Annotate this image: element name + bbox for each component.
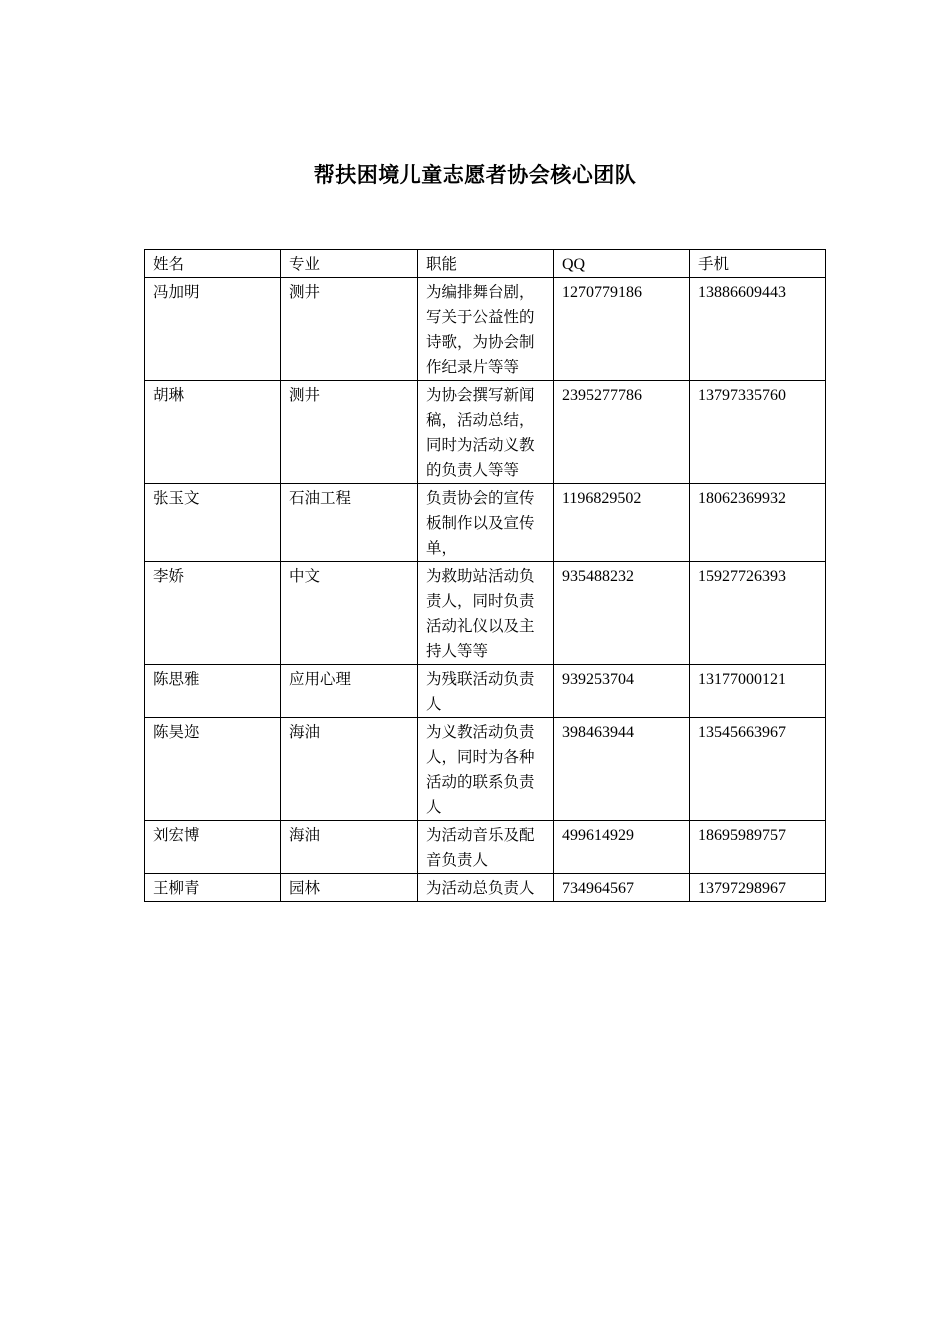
cell-major: 中文 (281, 562, 418, 665)
cell-qq: 2395277786 (554, 381, 690, 484)
cell-major: 园林 (281, 874, 418, 902)
page-title: 帮扶困境儿童志愿者协会核心团队 (313, 163, 637, 187)
cell-name: 李娇 (145, 562, 281, 665)
cell-name: 冯加明 (145, 278, 281, 381)
cell-phone: 18062369932 (690, 484, 826, 562)
cell-phone: 18695989757 (690, 821, 826, 874)
cell-role: 为编排舞台剧，写关于公益性的诗歌，为协会制作纪录片等等 (418, 278, 554, 381)
cell-name: 王柳青 (145, 874, 281, 902)
cell-qq: 734964567 (554, 874, 690, 902)
header-major: 专业 (281, 250, 418, 278)
table-row (145, 821, 826, 874)
cell-phone: 15927726393 (690, 562, 826, 665)
table-row (145, 278, 826, 381)
cell-qq: 398463944 (554, 718, 690, 821)
cell-qq: 1270779186 (554, 278, 690, 381)
table-row (145, 665, 826, 718)
table-row (145, 718, 826, 821)
cell-name: 陈昊迩 (145, 718, 281, 821)
cell-name: 陈思雅 (145, 665, 281, 718)
cell-role: 为义教活动负责人，同时为各种活动的联系负责人 (418, 718, 554, 821)
cell-phone: 13545663967 (690, 718, 826, 821)
header-qq: QQ (554, 250, 690, 278)
cell-name: 胡琳 (145, 381, 281, 484)
cell-qq: 935488232 (554, 562, 690, 665)
header-role: 职能 (418, 250, 554, 278)
cell-role: 为协会撰写新闻稿，活动总结，同时为活动义教的负责人等等 (418, 381, 554, 484)
cell-qq: 1196829502 (554, 484, 690, 562)
cell-name: 刘宏博 (145, 821, 281, 874)
cell-major: 海油 (281, 718, 418, 821)
cell-phone: 13886609443 (690, 278, 826, 381)
cell-qq: 499614929 (554, 821, 690, 874)
cell-major: 石油工程 (281, 484, 418, 562)
table-row (145, 381, 826, 484)
cell-major: 测井 (281, 278, 418, 381)
header-phone: 手机 (690, 250, 826, 278)
cell-role: 为活动总负责人 (418, 874, 554, 902)
cell-role: 为救助站活动负责人，同时负责活动礼仪以及主持人等等 (418, 562, 554, 665)
table-header-row (145, 250, 826, 278)
cell-phone: 13797298967 (690, 874, 826, 902)
cell-major: 应用心理 (281, 665, 418, 718)
cell-major: 海油 (281, 821, 418, 874)
cell-phone: 13177000121 (690, 665, 826, 718)
cell-name: 张玉文 (145, 484, 281, 562)
cell-role: 为残联活动负责人 (418, 665, 554, 718)
table-row (145, 484, 826, 562)
cell-role: 负责协会的宣传板制作以及宣传单， (418, 484, 554, 562)
team-table (144, 249, 826, 902)
table-row (145, 874, 826, 902)
cell-role: 为活动音乐及配音负责人 (418, 821, 554, 874)
cell-phone: 13797335760 (690, 381, 826, 484)
cell-qq: 939253704 (554, 665, 690, 718)
header-name: 姓名 (145, 250, 281, 278)
cell-major: 测井 (281, 381, 418, 484)
table-row (145, 562, 826, 665)
